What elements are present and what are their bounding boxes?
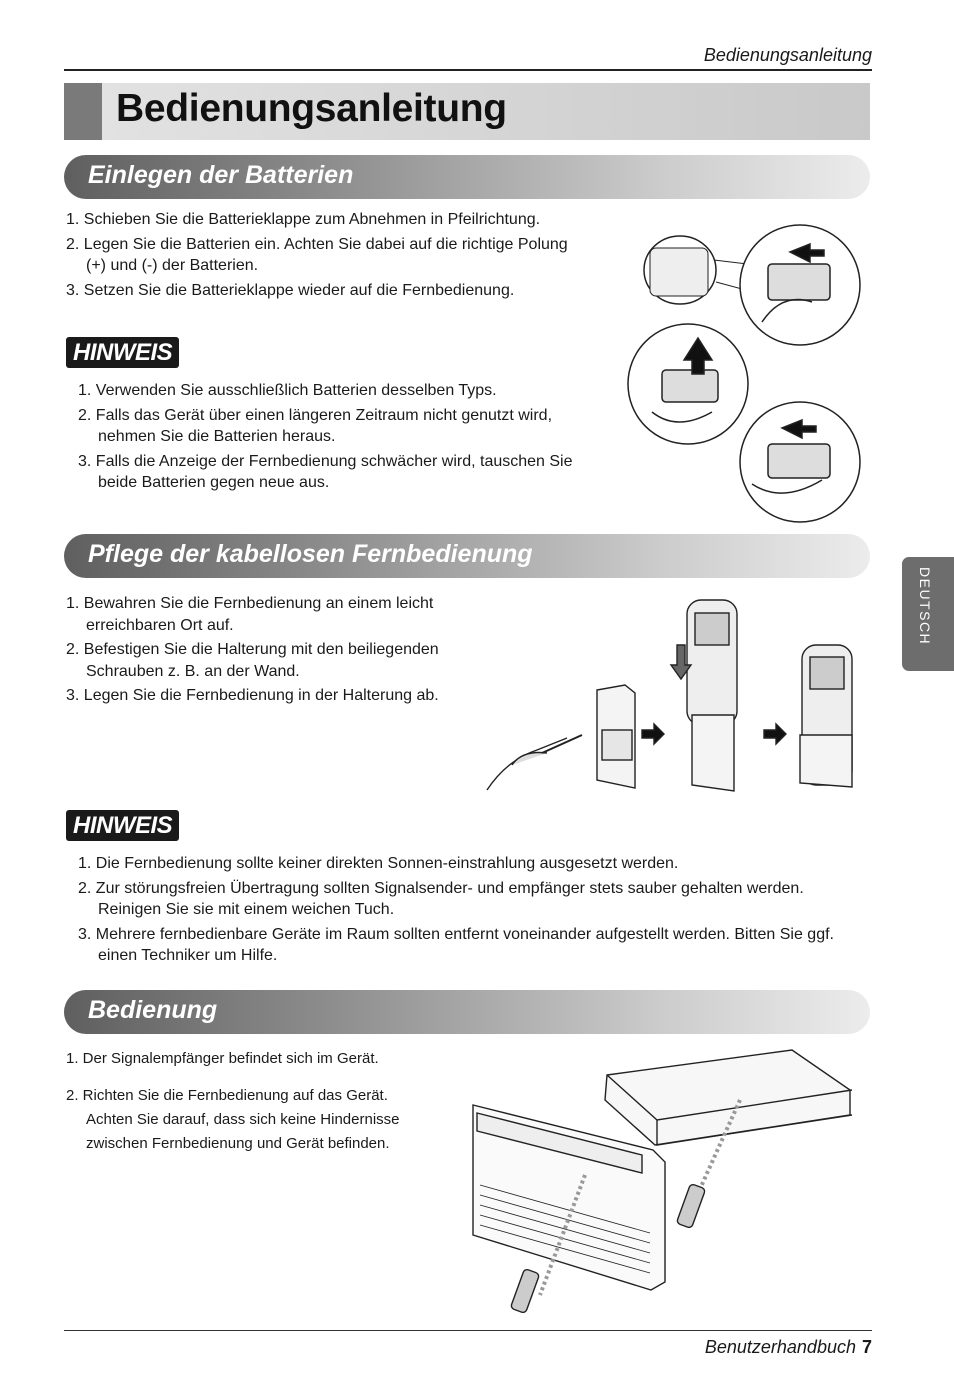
list-item: 1. Verwenden Sie ausschließlich Batterien desselben Typs. (78, 382, 497, 399)
title-tab-marker (64, 83, 102, 140)
section-heading-bedienung (64, 990, 870, 1034)
list-item: 2. Befestigen Sie die Halterung mit den beiliegenden Schrauben z. B. an der Wand. (66, 641, 439, 680)
section-heading-text: Einlegen der Batterien (88, 161, 354, 189)
holder-illustration (482, 595, 862, 810)
language-tab-label: DEUTSCH (917, 567, 933, 646)
header-rule (64, 69, 872, 71)
list-item: 1. Bewahren Sie die Fernbedienung an einem leicht erreichbaren Ort auf. (66, 595, 434, 634)
list-item: 2. Legen Sie die Batterien ein. Achten Sie dabei auf die richtige Polung (+) und (-) der Batterien. (66, 235, 568, 274)
list-item: 2. Zur störungsfreien Übertragung sollten Signalsender- und empfänger stets sauber gehalten werden. Reinigen Sie sie mit einem weichen Tuch. (78, 879, 804, 918)
running-header: Bedienungsanleitung (703, 45, 872, 65)
language-tab (902, 557, 954, 671)
list-item: 2. Falls das Gerät über einen längeren Zeitraum nicht genutzt wird, nehmen Sie die Batterien heraus. (78, 406, 553, 445)
section-heading-text: Pflege der kabellosen Fernbedienung (88, 540, 533, 568)
list-item: 1. Der Signalempfänger befindet sich im Gerät. (66, 1050, 379, 1067)
note-badge (66, 812, 179, 840)
list-item: 3. Legen Sie die Fernbedienung in der Halterung ab. (66, 687, 439, 704)
list-item: 1. Die Fernbedienung sollte keiner direkten Sonnen-einstrahlung ausgesetzt werden. (78, 855, 679, 872)
list-item: 1. Schieben Sie die Batterieklappe zum Abnehmen in Pfeilrichtung. (66, 211, 541, 228)
section-heading-text: Bedienung (88, 996, 218, 1024)
note-badge-label: HINWEIS (66, 810, 179, 841)
battery-notes (78, 380, 593, 497)
section-heading-pflege (64, 534, 870, 578)
note-badge-label: HINWEIS (66, 337, 179, 368)
list-item: 3. Falls die Anzeige der Fernbedienung schwächer wird, tauschen Sie beide Batterien gegen neue aus. (78, 452, 573, 491)
page-title: Bedienungsanleitung (116, 87, 507, 130)
list-item: 2. Richten Sie die Fernbedienung auf das Gerät. Achten Sie darauf, dass sich keine Hindernisse zwischen Fernbedienung und Gerät befinden. (66, 1086, 400, 1152)
operation-illustration (455, 1045, 865, 1320)
note-badge (66, 339, 179, 367)
section-heading-batterien (64, 155, 870, 199)
page-number: 7 (861, 1337, 872, 1357)
care-notes (78, 853, 868, 970)
battery-illustration (622, 222, 862, 527)
care-steps (66, 593, 446, 710)
footer-rule (64, 1330, 872, 1331)
page-footer (705, 1337, 872, 1358)
battery-steps (66, 209, 586, 304)
list-item: 3. Setzen Sie die Batterieklappe wieder auf die Fernbedienung. (66, 281, 515, 299)
list-item: 3. Mehrere fernbedienbare Geräte im Raum sollten entfernt voneinander aufgestellt werden. Bitten Sie ggf. einen Techniker um Hilfe. (78, 925, 834, 964)
footer-label: Benutzerhandbuch (704, 1337, 856, 1357)
operation-steps (66, 1048, 436, 1159)
page-title-bar (64, 83, 870, 140)
